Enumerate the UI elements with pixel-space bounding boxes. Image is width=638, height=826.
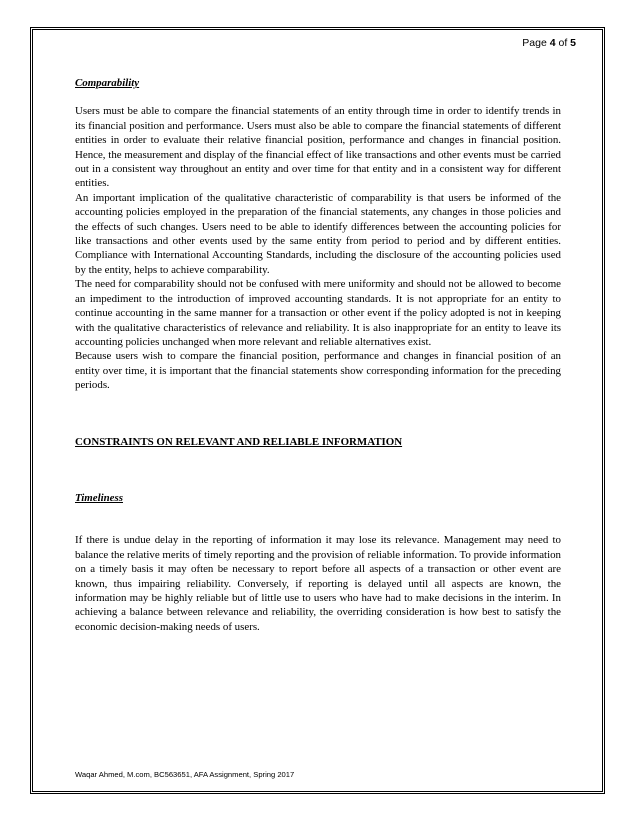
page-number-prefix: Page xyxy=(522,37,550,49)
document-body xyxy=(75,76,561,634)
page-number-total: 5 xyxy=(570,37,576,49)
timeliness-paragraph-1: If there is undue delay in the reporting of information it may lose its relevance. Management may need to balance the relative merits of timely reporting and the provision of reliable information. To provide information on a timely basis it may often be necessary to report before all aspects of a transaction or other event are known, thus impairing reliability. Conversely, if reporting is delayed until all aspects are known, the information may be highly reliable but of little use to users who have had to make decisions in the interim. In achieving a balance between relevance and reliability, the overriding consideration is how best to satisfy the economic decision-making needs of users. xyxy=(75,534,561,633)
comparability-paragraph-3: The need for comparability should not be confused with mere uniformity and should not be allowed to become an impediment to the introduction of improved accounting standards. It is not appropriate for an entity to continue accounting in the same manner for a transaction or other event if the policy adopted is not in keeping with the qualitative characteristics of relevance and reliability. It is also inappropriate for an entity to leave its accounting policies unchanged when more relevant and reliable alternatives exist. xyxy=(75,278,561,348)
constraints-heading: CONSTRAINTS ON RELEVANT AND RELIABLE INFORMATION xyxy=(75,435,403,448)
page-number xyxy=(522,37,576,49)
comparability-paragraph-2: An important implication of the qualitative characteristic of comparability is that users be informed of the accounting policies employed in the preparation of the financial statements, any changes in those policies and the effects of such changes. Users need to be able to identify differences between the accounting policies for like transactions and other events used by the same entity from period to period and by different entities. Compliance with International Accounting Standards, including the disclosure of the accounting policies used by the entity, helps to achieve comparability. xyxy=(75,191,561,276)
comparability-heading: Comparability xyxy=(75,77,140,89)
comparability-paragraph-4: Because users wish to compare the financial position, performance and changes in financial position of an entity over time, it is important that the financial statements show corresponding information for the preceding periods. xyxy=(75,350,561,392)
timeliness-heading: Timeliness xyxy=(75,491,123,504)
footer-note: Waqar Ahmed, M.com, BC563651, AFA Assignment, Spring 2017 xyxy=(75,770,295,779)
page-number-middle: of xyxy=(555,37,571,49)
page-number-current: 4 xyxy=(549,37,556,49)
comparability-paragraph-1: Users must be able to compare the financial statements of an entity through time in order to identify trends in its financial position and performance. Users must also be able to compare the financial statements of different entities in order to evaluate their relative financial position, performance and changes in financial position. Hence, the measurement and display of the financial effect of like transactions and other events must be carried out in a consistent way throughout an entity and over time for that entity and in a consistent way for different entities. xyxy=(75,105,561,190)
